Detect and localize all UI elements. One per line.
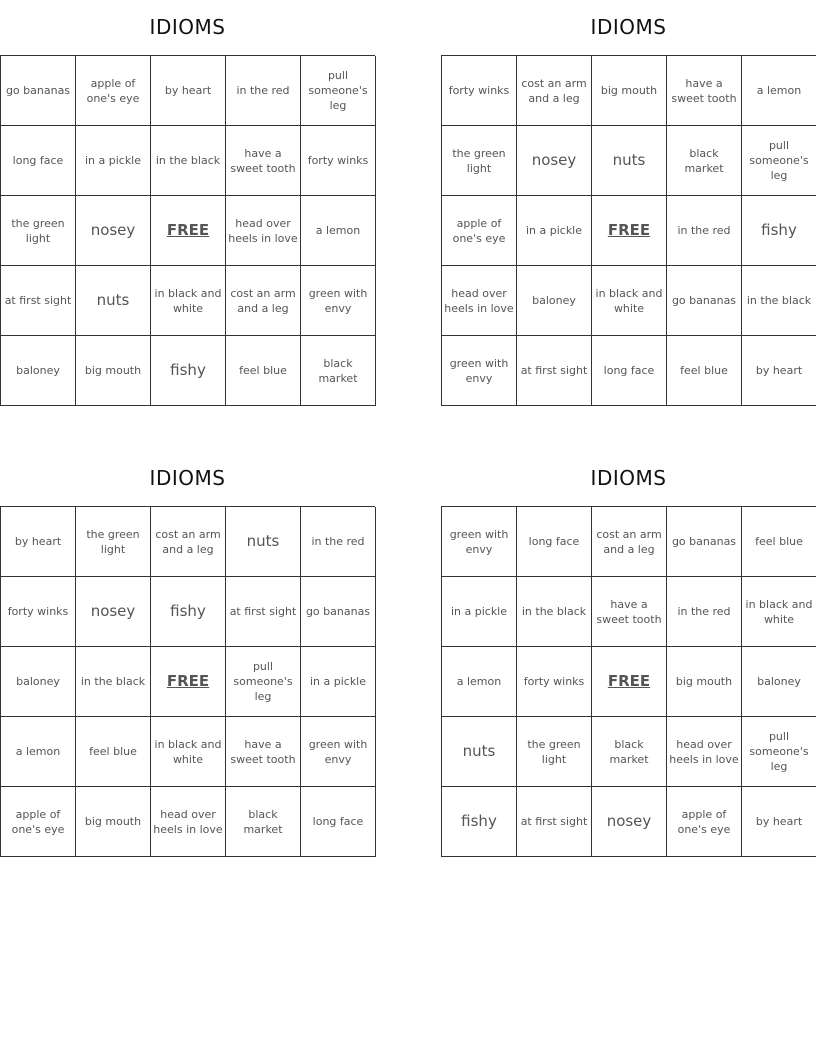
bingo-cell: nuts [76,266,151,336]
bingo-cell: nuts [226,507,301,577]
bingo-cell: nuts [592,126,667,196]
bingo-cell: pull someone's leg [226,647,301,717]
bingo-cell: in the red [301,507,376,577]
bingo-cell: head over heels in love [442,266,517,336]
bingo-cell: apple of one's eye [442,196,517,266]
bingo-cell: in the black [742,266,816,336]
bingo-cell: a lemon [742,56,816,126]
bingo-cell: fishy [151,336,226,406]
bingo-cell: in the black [76,647,151,717]
bingo-cell: in black and white [151,717,226,787]
card-title: IDIOMS [590,15,667,39]
bingo-cell: the green light [517,717,592,787]
bingo-cell: fishy [442,787,517,857]
bingo-cell: nosey [517,126,592,196]
bingo-cell: a lemon [301,196,376,266]
bingo-cell: the green light [1,196,76,266]
bingo-cell: at first sight [1,266,76,336]
bingo-cell: in the red [667,577,742,647]
bingo-cell: cost an arm and a leg [151,507,226,577]
bingo-cell: apple of one's eye [76,56,151,126]
card-title: IDIOMS [590,466,667,490]
bingo-cell: head over heels in love [667,717,742,787]
bingo-cell: have a sweet tooth [667,56,742,126]
bingo-cell: a lemon [1,717,76,787]
bingo-cell: long face [592,336,667,406]
bingo-card-4 [441,451,816,857]
bingo-grid [0,506,375,857]
bingo-cell: in the black [151,126,226,196]
bingo-cell: nuts [442,717,517,787]
bingo-cell: long face [517,507,592,577]
bingo-cell: in a pickle [301,647,376,717]
bingo-cell: black market [226,787,301,857]
bingo-cell: nosey [76,577,151,647]
bingo-cell: forty winks [517,647,592,717]
bingo-cell: pull someone's leg [742,126,816,196]
bingo-cell: black market [667,126,742,196]
bingo-card-1 [0,0,375,406]
bingo-cell: cost an arm and a leg [226,266,301,336]
bingo-cell: at first sight [226,577,301,647]
bingo-cell: black market [592,717,667,787]
bingo-cell: baloney [742,647,816,717]
bingo-cell: the green light [442,126,517,196]
bingo-cell: black market [301,336,376,406]
bingo-cell: in black and white [151,266,226,336]
free-space: FREE [592,647,667,717]
bingo-cell: nosey [592,787,667,857]
bingo-grid [441,55,816,406]
bingo-cell: baloney [1,647,76,717]
bingo-cell: feel blue [226,336,301,406]
bingo-cell: feel blue [667,336,742,406]
bingo-cell: green with envy [442,507,517,577]
bingo-cell: in the red [667,196,742,266]
bingo-cell: go bananas [667,507,742,577]
card-title: IDIOMS [149,466,226,490]
bingo-cell: go bananas [301,577,376,647]
bingo-cell: long face [1,126,76,196]
bingo-cell: feel blue [76,717,151,787]
bingo-cell: big mouth [592,56,667,126]
bingo-cell: apple of one's eye [667,787,742,857]
bingo-cell: at first sight [517,787,592,857]
bingo-cell: feel blue [742,507,816,577]
bingo-cell: nosey [76,196,151,266]
bingo-cell: at first sight [517,336,592,406]
bingo-cell: fishy [151,577,226,647]
bingo-card-2 [441,0,816,406]
bingo-cell: have a sweet tooth [592,577,667,647]
free-space: FREE [151,196,226,266]
bingo-cell: in black and white [592,266,667,336]
bingo-cell: cost an arm and a leg [517,56,592,126]
bingo-grid [441,506,816,857]
bingo-cell: cost an arm and a leg [592,507,667,577]
bingo-cell: the green light [76,507,151,577]
bingo-cell: forty winks [301,126,376,196]
bingo-cell: baloney [1,336,76,406]
bingo-cell: apple of one's eye [1,787,76,857]
bingo-cell: green with envy [301,717,376,787]
card-title: IDIOMS [149,15,226,39]
bingo-cell: big mouth [76,336,151,406]
bingo-grid [0,55,375,406]
bingo-cell: big mouth [667,647,742,717]
bingo-cell: a lemon [442,647,517,717]
bingo-cell: by heart [151,56,226,126]
bingo-cell: green with envy [301,266,376,336]
bingo-cell: head over heels in love [226,196,301,266]
bingo-card-3 [0,451,375,857]
bingo-cell: in a pickle [442,577,517,647]
bingo-cell: by heart [742,336,816,406]
bingo-cell: pull someone's leg [301,56,376,126]
bingo-cell: in a pickle [517,196,592,266]
bingo-cell: in a pickle [76,126,151,196]
bingo-cell: have a sweet tooth [226,717,301,787]
bingo-cell: fishy [742,196,816,266]
bingo-cell: pull someone's leg [742,717,816,787]
bingo-cell: go bananas [1,56,76,126]
bingo-cell: head over heels in love [151,787,226,857]
bingo-cell: forty winks [442,56,517,126]
bingo-cell: big mouth [76,787,151,857]
free-space: FREE [151,647,226,717]
bingo-cell: in black and white [742,577,816,647]
bingo-cell: green with envy [442,336,517,406]
bingo-cell: forty winks [1,577,76,647]
bingo-cell: go bananas [667,266,742,336]
bingo-cell: long face [301,787,376,857]
bingo-cell: by heart [742,787,816,857]
bingo-cell: by heart [1,507,76,577]
bingo-cell: in the red [226,56,301,126]
bingo-cell: baloney [517,266,592,336]
free-space: FREE [592,196,667,266]
bingo-cell: have a sweet tooth [226,126,301,196]
bingo-cell: in the black [517,577,592,647]
